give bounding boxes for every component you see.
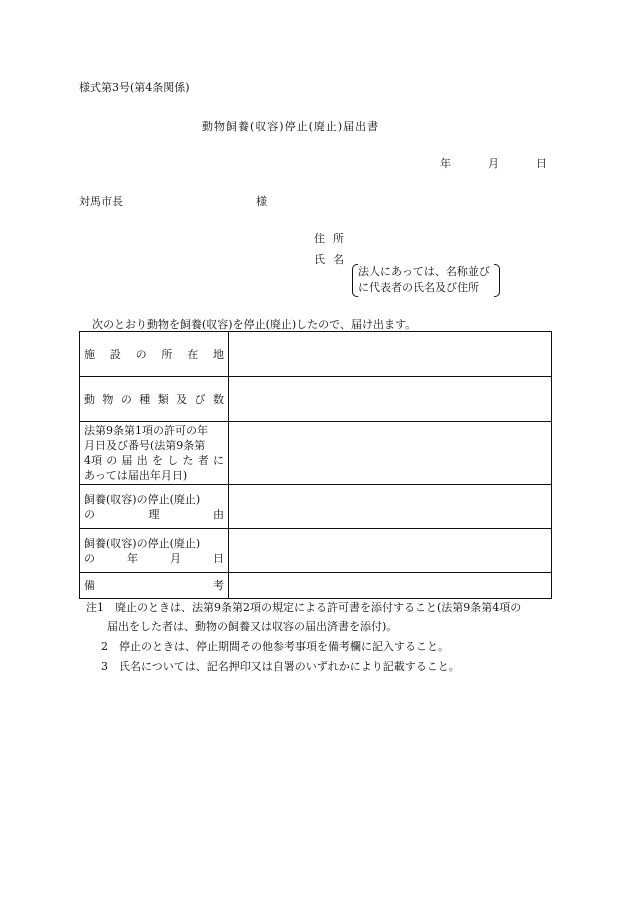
- label-char: し: [167, 454, 179, 467]
- form-number: 様式第3号(第4条関係): [79, 81, 190, 94]
- label-char: 動: [84, 392, 95, 406]
- corporate-note-line1: 法人にあっては、名称並び: [358, 265, 490, 278]
- corporate-note-line2: に代表者の氏名及び住所: [358, 281, 479, 294]
- table-row: [80, 485, 552, 529]
- remarks-field[interactable]: [229, 573, 552, 599]
- address-label: 住所: [314, 232, 352, 245]
- table-row: [80, 573, 552, 599]
- date-year-label: 年: [440, 157, 451, 170]
- permit-date-number-label: [80, 422, 229, 485]
- corporate-note: [352, 264, 500, 297]
- stop-date-line-2: [84, 551, 224, 566]
- label-char: 数: [212, 392, 224, 406]
- animal-type-count-field[interactable]: [229, 377, 552, 422]
- bracket-right: [494, 264, 500, 297]
- label-char: 者: [197, 454, 209, 467]
- name-label: 氏名: [314, 253, 352, 266]
- label-char: 所: [161, 347, 173, 361]
- date-month-label: 月: [488, 157, 499, 170]
- facility-location-text: [84, 347, 224, 362]
- label-char: 備: [84, 579, 95, 592]
- facility-location-field[interactable]: [229, 332, 552, 377]
- table-row: [80, 529, 552, 573]
- label-char: 施: [84, 347, 95, 361]
- label-char: の: [106, 454, 118, 467]
- label-char: 地: [212, 347, 224, 361]
- table-row: [80, 332, 552, 377]
- addressee-name: 対馬市長: [79, 195, 123, 208]
- document-title: 動物飼養(収容)停止(廃止)届出書: [202, 120, 380, 133]
- label-char: 出: [136, 454, 148, 467]
- permit-line-4: あっては届出年月日): [84, 469, 188, 482]
- label-char: 類: [157, 392, 169, 406]
- label-char: 在: [187, 347, 199, 361]
- permit-line-2: 月日及び番号(法第9条第: [84, 439, 206, 452]
- label-char: 4項: [84, 454, 102, 467]
- label-char: 及: [176, 392, 188, 406]
- permit-date-number-field[interactable]: [229, 422, 552, 485]
- note-1-line-2: 届出をした者は、動物の飼養又は収容の届出済書を添付)。: [107, 620, 398, 633]
- facility-location-label: [80, 332, 229, 377]
- label-char: 年: [127, 551, 138, 565]
- label-char: 由: [213, 507, 224, 521]
- animal-type-count-label: [80, 377, 229, 422]
- label-char: 日: [213, 551, 224, 565]
- intro-text: 次のとおり動物を飼養(収容)を停止(廃止)したので、届け出ます。: [92, 318, 417, 331]
- label-char: 設: [109, 347, 121, 361]
- stop-date-line-1: 飼養(収容)の停止(廃止): [84, 536, 201, 550]
- label-char: 考: [213, 579, 224, 592]
- label-char: の: [135, 347, 147, 361]
- permit-line-3: [84, 453, 224, 468]
- label-char: 届: [121, 454, 133, 467]
- label-char: 種: [139, 392, 151, 406]
- table-row: [80, 377, 552, 422]
- label-char: び: [194, 392, 206, 406]
- label-char: を: [152, 454, 163, 467]
- note-3: 3 氏名については、記名押印又は自署のいずれかにより記載すること。: [101, 660, 460, 673]
- remarks-text: [84, 578, 224, 593]
- label-char: 理: [148, 507, 160, 521]
- animal-type-count-text: [84, 392, 224, 407]
- note-1-line-1: 注1 廃止のときは、法第9条第2項の規定による許可書を添付すること(法第9条第4項の: [86, 601, 522, 614]
- addressee-honorific: 様: [256, 195, 267, 208]
- stop-reason-line-2: [84, 507, 224, 522]
- remarks-label: [80, 573, 229, 599]
- note-2: 2 停止のときは、停止期間その他参考事項を備考欄に記入すること。: [101, 640, 449, 653]
- label-char: 物: [102, 392, 114, 406]
- notification-table: [79, 331, 552, 599]
- stop-reason-field[interactable]: [229, 485, 552, 529]
- label-char: に: [213, 454, 224, 467]
- label-char: の: [84, 551, 95, 565]
- label-char: 月: [170, 551, 181, 565]
- stop-reason-line-1: 飼養(収容)の停止(廃止): [84, 492, 201, 506]
- stop-date-field[interactable]: [229, 529, 552, 573]
- date-day-label: 日: [536, 157, 547, 170]
- permit-line-1: 法第9条第1項の許可の年: [84, 424, 208, 437]
- label-char: の: [84, 507, 95, 521]
- label-char: の: [120, 392, 132, 406]
- table-row: [80, 422, 552, 485]
- stop-date-label: [80, 529, 229, 573]
- label-char: た: [182, 454, 194, 467]
- stop-reason-label: [80, 485, 229, 529]
